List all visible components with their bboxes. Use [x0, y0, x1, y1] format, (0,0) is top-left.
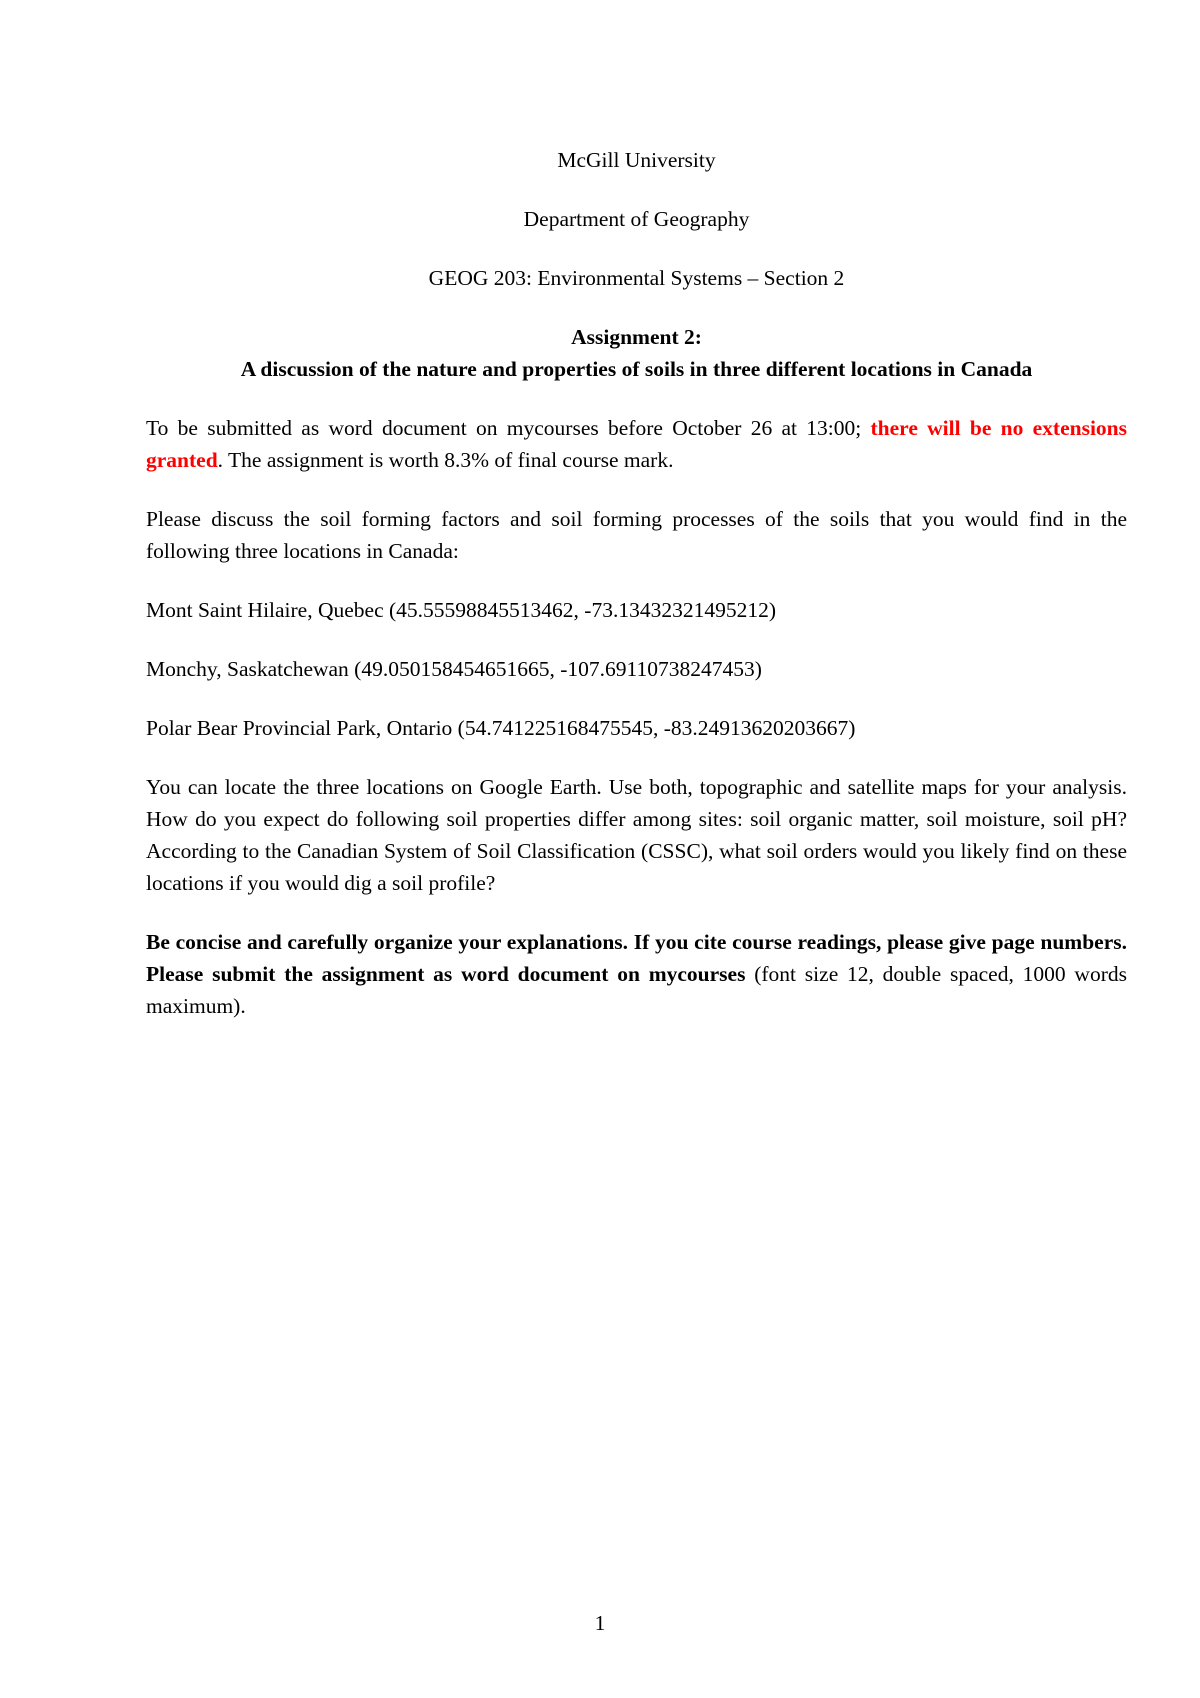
location-item: Mont Saint Hilaire, Quebec (45.55598845513462, -73.13432321495212)	[146, 598, 776, 622]
instructions-paragraph: You can locate the three locations on Google Earth. Use both, topographic and satellite maps for your analysis. How do you expect do following soil properties differ among sites: soil organic matter, soil moisture, soil pH? According to the Canadian System of Soil Classification (CSSC), what soil orders would you likely find on these locations if you would dig a soil profile?	[146, 775, 1127, 895]
closing-paragraph	[146, 926, 1127, 1022]
course-title: GEOG 203: Environmental Systems – Section 2	[428, 266, 845, 290]
location-item: Monchy, Saskatchewan (49.050158454651665, -107.69110738247453)	[146, 657, 762, 681]
university-name: McGill University	[557, 148, 716, 172]
page-number: 1	[594, 1611, 606, 1635]
location-item: Polar Bear Provincial Park, Ontario (54.741225168475545, -83.24913620203667)	[146, 716, 856, 740]
submission-paragraph	[146, 412, 1127, 476]
closing-bold-text: Be concise and carefully organize your explanations. If you cite course readings, please give page numbers. Please submit the assignment as word document on mycourses	[146, 930, 1127, 986]
no-extensions-warning: there will be no extensions granted	[146, 416, 1127, 472]
submission-weight-text: . The assignment is worth 8.3% of final course mark.	[217, 448, 674, 472]
document-body	[146, 144, 1127, 1022]
closing-normal-text: (font size 12, double spaced, 1000 words maximum).	[146, 962, 1127, 1018]
intro-paragraph: Please discuss the soil forming factors and soil forming processes of the soils that you would find in the following three locations in Canada:	[146, 507, 1127, 563]
assignment-title: Assignment 2:	[571, 325, 702, 349]
department-name: Department of Geography	[523, 207, 750, 231]
submission-text: To be submitted as word document on mycourses before October 26 at 13:00;	[146, 416, 871, 440]
assignment-subtitle: A discussion of the nature and properties of soils in three different locations in Canada	[240, 357, 1033, 381]
